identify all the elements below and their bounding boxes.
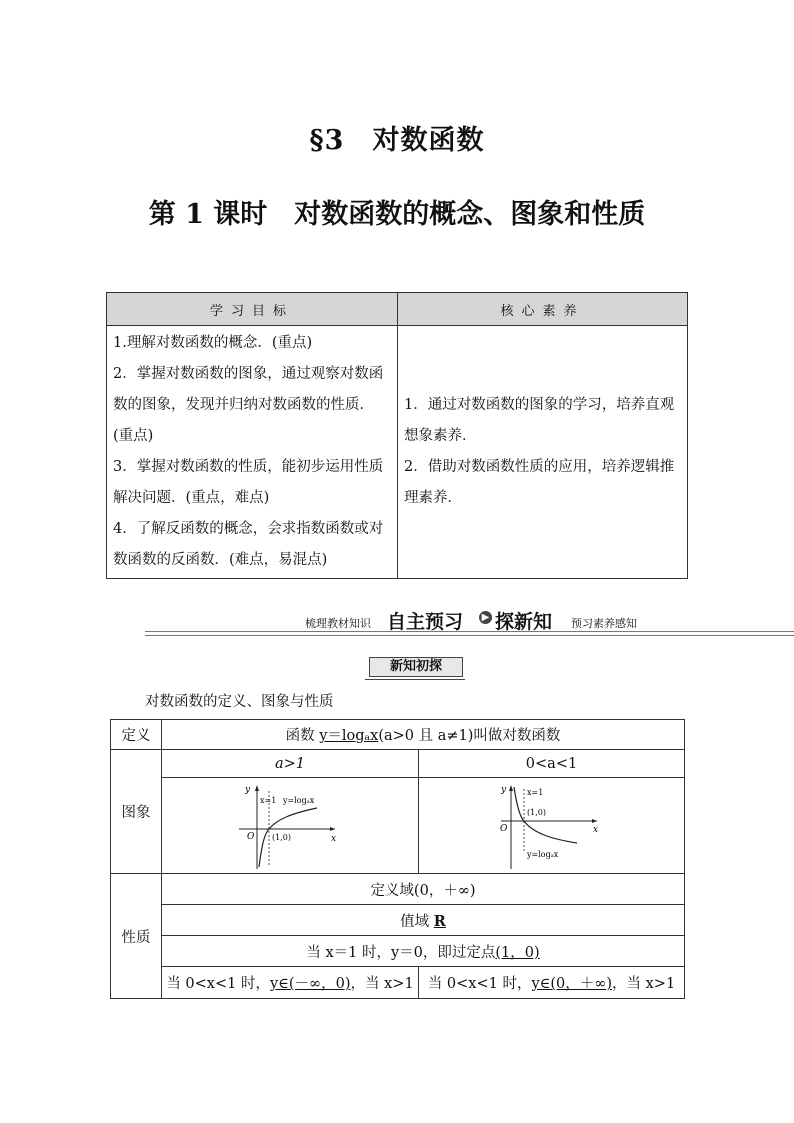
definition-label: 定义	[111, 720, 162, 750]
curve-label: y=logₐx	[526, 849, 558, 859]
section-badge: 新知初探	[369, 657, 463, 677]
right-value: y∈(0，＋∞)	[531, 976, 613, 992]
goals-header-right: 核心素养	[398, 293, 688, 326]
asymptote-label: x=1	[526, 787, 543, 797]
fixed-point-prefix: 当 x＝1 时，y＝0，即过定点	[306, 944, 496, 961]
definition-cell	[162, 720, 685, 750]
section-banner	[145, 607, 794, 637]
goal-item: 2．掌握对数函数的图象，通过观察对数函数的图象，发现并归纳对数函数的性质．(重点)	[113, 366, 384, 444]
fixed-point-value: (1，0)	[495, 944, 540, 961]
left-value: y∈(－∞，0)	[269, 976, 351, 992]
point-label: (1,0)	[272, 832, 291, 842]
arrow-icon: ▶	[479, 611, 492, 624]
point-label: (1,0)	[526, 807, 546, 817]
fixed-point-cell	[162, 936, 685, 967]
literacy-item: 1．通过对数函数的图象的学习，培养直观想象素养．	[404, 397, 675, 444]
goal-item: 4．了解反函数的概念，会求指数函数或对数函数的反函数．(难点，易混点)	[113, 521, 384, 568]
left-prefix: 当 0<x<1 时，	[166, 976, 270, 992]
banner-title-right: 探新知	[495, 611, 553, 633]
banner-rule	[145, 631, 794, 636]
core-literacy	[398, 326, 688, 579]
range-cell	[162, 905, 685, 936]
y-axis-label: y	[500, 784, 506, 795]
properties-table	[110, 719, 685, 999]
lesson-subtitle: 第 1 课时 对数函数的概念、图象和性质	[148, 199, 646, 230]
def-suffix: (a>0 且 a≠1)叫做对数函数	[378, 728, 561, 744]
goal-item: 1.理解对数函数的概念．(重点)	[113, 335, 313, 351]
section-intro: 对数函数的定义、图象与性质	[145, 694, 334, 710]
def-prefix: 函数	[285, 728, 320, 744]
curve-label: y=logₐx	[283, 795, 315, 805]
right-prefix: 当 0<x<1 时，	[427, 976, 532, 992]
properties-label: 性质	[111, 874, 162, 999]
origin-label: O	[247, 831, 255, 842]
domain-cell: 定义域(0，＋∞)	[162, 874, 685, 905]
range-value: R	[433, 912, 446, 930]
a-gt-1-label: a>1	[274, 755, 306, 772]
graph-decreasing	[419, 778, 685, 874]
graph-increasing	[162, 778, 419, 874]
range-prefix: 值域	[400, 913, 434, 930]
def-function: y＝logₐx	[319, 728, 379, 744]
goals-header-left: 学习目标	[107, 293, 398, 326]
x-axis-label: x	[331, 833, 337, 844]
banner-title-left: 自主预习	[387, 611, 464, 633]
literacy-item: 2．借助对数函数性质的应用，培养逻辑推理素养．	[404, 459, 675, 506]
left-suffix: ，当 x>1	[350, 976, 414, 992]
banner-left-caption: 梳理教材知识	[305, 617, 371, 630]
col-a-lt-1: 0<a<1	[419, 750, 685, 778]
goal-item: 3．掌握对数函数的性质，能初步运用性质解决问题．(重点，难点)	[113, 459, 384, 506]
origin-label: O	[499, 823, 507, 834]
banner-right-caption: 预习素养感知	[571, 617, 637, 630]
goals-table	[106, 292, 688, 579]
log-graph-increasing	[235, 781, 345, 871]
graph-label: 图象	[111, 750, 162, 874]
asymptote-label: x=1	[260, 795, 277, 805]
right-suffix: ，当 x>1	[612, 976, 676, 992]
x-axis-label: x	[592, 824, 598, 835]
log-graph-decreasing	[497, 781, 607, 871]
y-axis-label: y	[245, 784, 251, 795]
page-title: §3 对数函数	[309, 125, 485, 156]
col-a-gt-1	[162, 750, 419, 778]
monotonic-right-cell	[419, 967, 685, 999]
monotonic-left-cell	[162, 967, 419, 999]
learning-goals	[107, 326, 398, 579]
